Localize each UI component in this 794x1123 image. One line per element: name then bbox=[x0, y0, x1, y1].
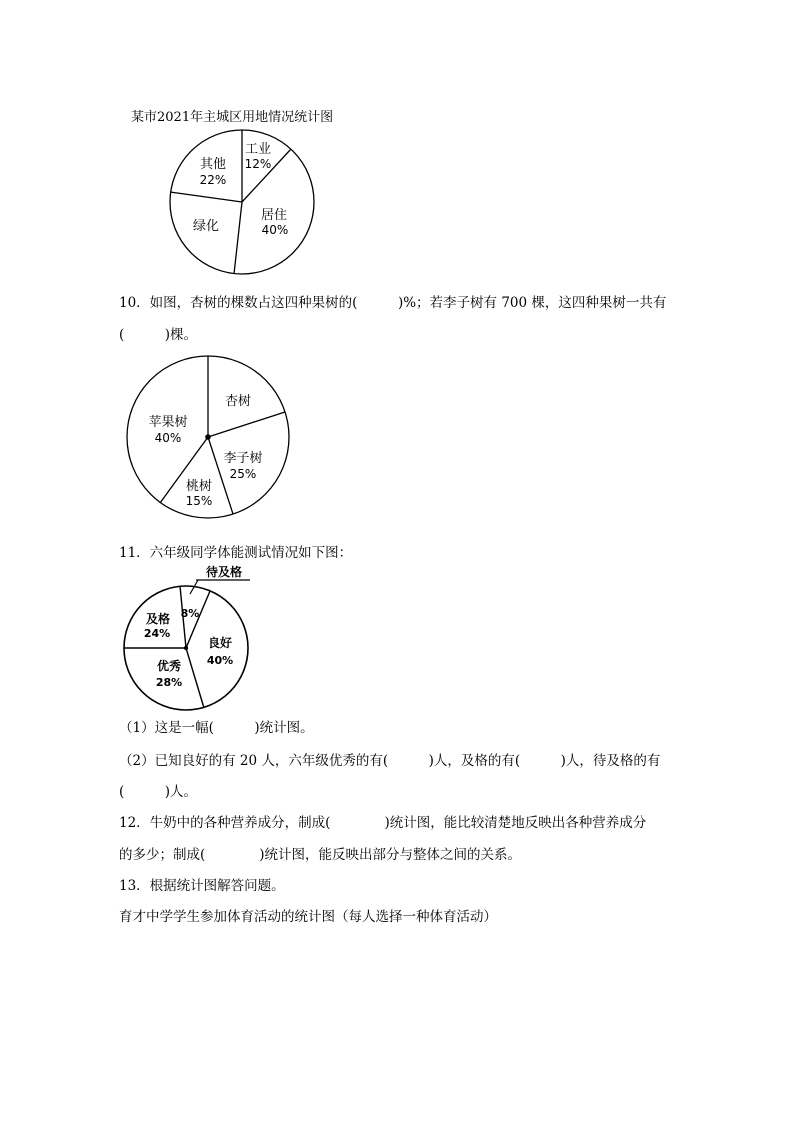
slice-pct-other: 22% bbox=[199, 173, 227, 187]
pie-divider bbox=[186, 648, 204, 708]
slice-label-apple: 苹果树 bbox=[148, 415, 188, 430]
q11-sub2-line1: （2）已知良好的有 20 人，六年级优秀的有( )人，及格的有( )人，待及格的有 bbox=[119, 753, 661, 769]
slice-label-pass: 及格 bbox=[145, 612, 171, 626]
q10-line2: ( )棵。 bbox=[119, 327, 198, 343]
slice-pct-industry: 12% bbox=[244, 157, 272, 171]
slice-label-green: 绿化 bbox=[192, 219, 220, 234]
q11-intro: 11．六年级同学体能测试情况如下图： bbox=[119, 545, 353, 561]
slice-pct-pass: 24% bbox=[143, 627, 171, 640]
slice-label-excellent: 优秀 bbox=[156, 659, 182, 673]
slice-pct-excellent: 28% bbox=[155, 676, 183, 689]
slice-label-apricot: 杏树 bbox=[224, 394, 252, 409]
slice-pct-plum: 25% bbox=[229, 467, 257, 481]
slice-label-residence: 居住 bbox=[260, 208, 288, 223]
q11-sub2-line2: ( )人。 bbox=[119, 784, 198, 800]
slice-pct-peach: 15% bbox=[185, 494, 213, 508]
q13-line1: 13．根据统计图解答问题。 bbox=[119, 878, 285, 894]
slice-pct-residence: 40% bbox=[261, 223, 289, 237]
pie-center-dot bbox=[184, 646, 188, 650]
slice-label-good: 良好 bbox=[207, 636, 233, 650]
q13-caption: 育才中学学生参加体育活动的统计图（每人选择一种体育活动） bbox=[119, 909, 497, 925]
slice-label-industry: 工业 bbox=[244, 142, 272, 157]
q12-line1: 12．牛奶中的各种营养成分，制成( )统计图，能比较清楚地反映出各种营养成分 bbox=[119, 815, 647, 831]
slice-label-other: 其他 bbox=[199, 157, 227, 172]
slice-pct-apple: 40% bbox=[154, 431, 182, 445]
slice-pct-good: 40% bbox=[206, 654, 234, 667]
chart1-title: 某市2021年主城区用地情况统计图 bbox=[131, 110, 334, 125]
callout-label-pending: 待及格 bbox=[205, 565, 243, 579]
slice-label-peach: 桃树 bbox=[185, 479, 213, 494]
q11-sub1: （1）这是一幅( )统计图。 bbox=[119, 720, 314, 736]
slice-label-plum: 李子树 bbox=[223, 451, 263, 466]
q12-line2: 的多少；制成( )统计图，能反映出部分与整体之间的关系。 bbox=[119, 847, 522, 863]
q10-line1: 10．如图，杏树的棵数占这四种果树的( )%；若李子树有 700 棵，这四种果树一共有 bbox=[119, 295, 667, 311]
slice-pct-pending: 8% bbox=[180, 607, 200, 620]
